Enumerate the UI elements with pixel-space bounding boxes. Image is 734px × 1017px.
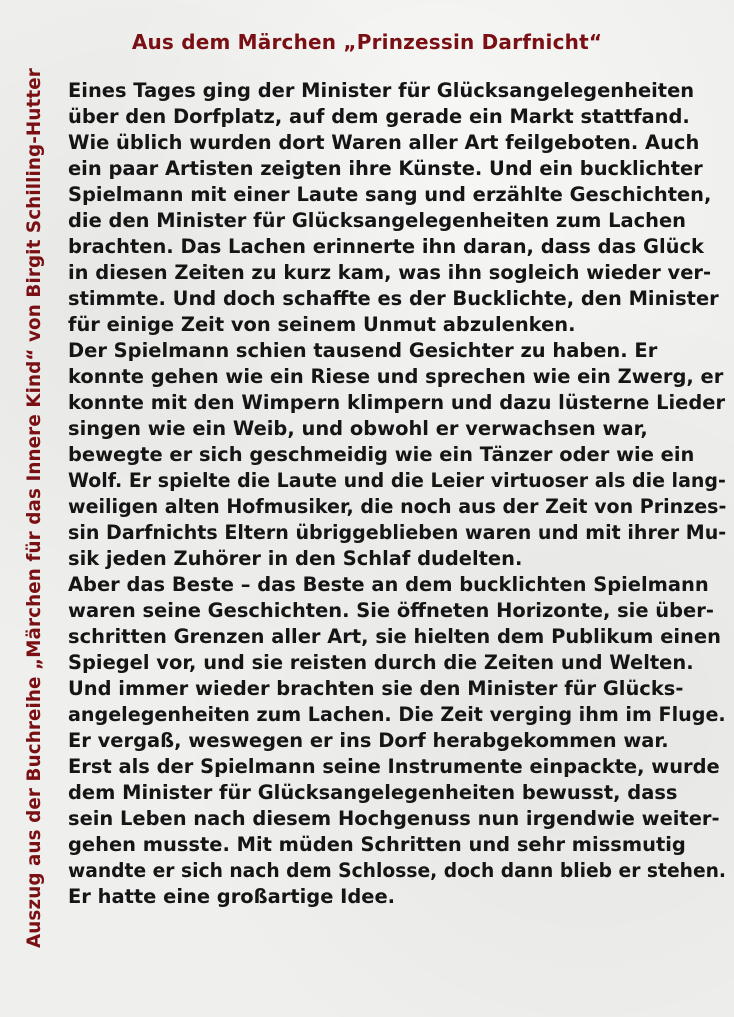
text-line: für einige Zeit von seinem Unmut abzulenken. [68, 313, 576, 336]
story-text [68, 78, 728, 910]
text-line: Der Spielmann schien tausend Gesichter zu haben. Er [68, 339, 658, 362]
text-line: Er hatte eine großartige Idee. [68, 885, 396, 908]
text-line: Eines Tages ging der Minister für Glücksangelegenheiten [68, 79, 695, 102]
text-line: stimmte. Und doch schaffte es der Bucklichte, den Minister [68, 287, 719, 310]
text-line: Spiegel vor, und sie reisten durch die Zeiten und Welten. [68, 651, 694, 674]
text-line: Wie üblich wurden dort Waren aller Art feilgeboten. Auch [68, 131, 700, 154]
text-line: sin Darfnichts Eltern übriggeblieben waren und mit ihrer Mu- [68, 521, 727, 544]
text-line: wandte er sich nach dem Schlosse, doch dann blieb er stehen. [68, 859, 727, 882]
text-line: dem Minister für Glücksangelegenheiten bewusst, dass [68, 781, 678, 804]
text-line: Erst als der Spielmann seine Instrumente einpackte, wurde [68, 755, 720, 778]
text-line: angelegenheiten zum Lachen. Die Zeit verging ihm im Fluge. [68, 703, 726, 726]
text-line: Wolf. Er spielte die Laute und die Leier virtuoser als die lang- [68, 469, 726, 492]
text-line: in diesen Zeiten zu kurz kam, was ihn sogleich wieder ver- [68, 261, 712, 284]
text-line: bewegte er sich geschmeidig wie ein Tänzer oder wie ein [68, 443, 695, 466]
text-line: gehen musste. Mit müden Schritten und sehr missmutig [68, 833, 686, 856]
text-line: Spielmann mit einer Laute sang und erzählte Geschichten, [68, 183, 712, 206]
text-line: schritten Grenzen aller Art, sie hielten dem Publikum einen [68, 625, 721, 648]
text-line: Und immer wieder brachten sie den Minister für Glücks- [68, 677, 684, 700]
page-title: Aus dem Märchen „Prinzessin Darfnicht“ [131, 30, 603, 54]
text-line: konnte mit den Wimpern klimpern und dazu lüsterne Lieder [68, 391, 726, 414]
side-caption: Auszug aus der Buchreihe „Märchen für das Innere Kind“ von Birgit Schilling-Hutter [23, 68, 45, 948]
text-line: sein Leben nach diesem Hochgenuss nun irgendwie weiter- [68, 807, 720, 830]
text-line: singen wie ein Weib, und obwohl er verwachsen war, [68, 417, 648, 440]
text-line: weiligen alten Hofmusiker, die noch aus der Zeit von Prinzes- [68, 495, 727, 518]
text-line: waren seine Geschichten. Sie öffneten Horizonte, sie über- [68, 599, 714, 622]
text-line: ein paar Artisten zeigten ihre Künste. Und ein bucklichter [68, 157, 703, 180]
text-line: über den Dorfplatz, auf dem gerade ein Markt stattfand. [68, 105, 690, 128]
text-line: Aber das Beste – das Beste an dem bucklichten Spielmann [68, 573, 709, 596]
text-line: die den Minister für Glücksangelegenheiten zum Lachen [68, 209, 687, 232]
text-line: brachten. Das Lachen erinnerte ihn daran, dass das Glück [68, 235, 704, 258]
text-line: konnte gehen wie ein Riese und sprechen wie ein Zwerg, er [68, 365, 724, 388]
text-line: Er vergaß, weswegen er ins Dorf herabgekommen war. [68, 729, 669, 752]
text-line: sik jeden Zuhörer in den Schlaf dudelten. [68, 547, 523, 570]
